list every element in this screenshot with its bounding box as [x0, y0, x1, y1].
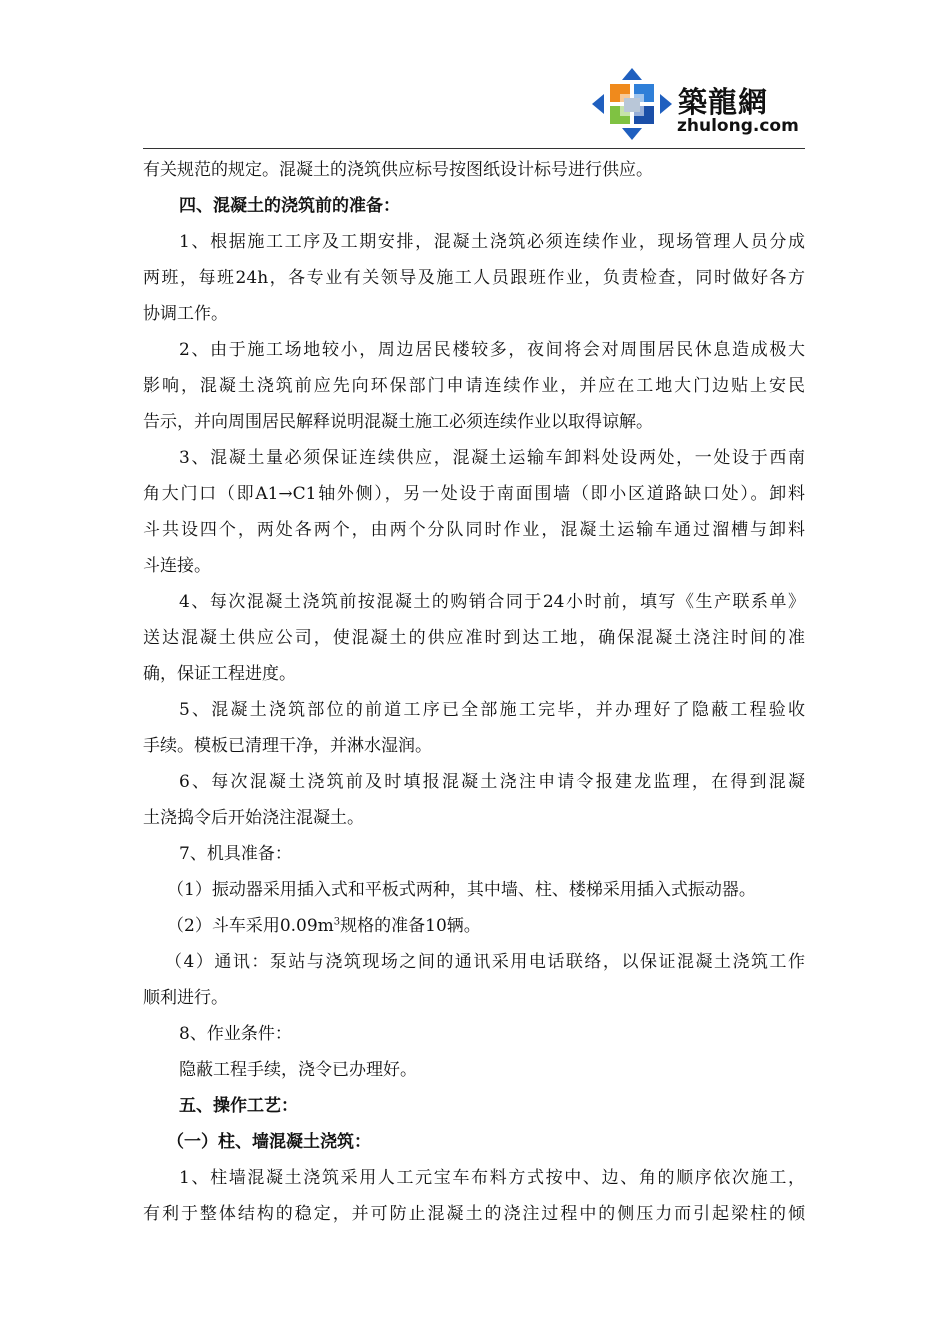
paragraph-line: 1、柱墙混凝土浇筑采用人工元宝车布料方式按中、边、角的顺序依次施工，	[179, 1168, 805, 1188]
list-item-text: （2）斗车采用0.09m	[167, 916, 334, 936]
paragraph-line: 送达混凝土供应公司，使混凝土的供应准时到达工地，确保混凝土浇注时间的准	[143, 628, 805, 648]
paragraph-line: 有利于整体结构的稳定，并可防止混凝土的浇注过程中的侧压力而引起梁柱的倾	[143, 1204, 805, 1224]
zhulong-logo	[590, 66, 815, 144]
cube-logo-icon	[590, 66, 674, 142]
paragraph-line: 4、每次混凝土浇筑前按混凝土的购销合同于24小时前，填写《生产联系单》	[179, 592, 805, 612]
paragraph-line: 两班，每班24h，各专业有关领导及施工人员跟班作业，负责检查，同时做好各方	[143, 268, 805, 288]
paragraph-line: 顺利进行。	[143, 988, 228, 1008]
paragraph-line: 隐蔽工程手续，浇令已办理好。	[179, 1060, 417, 1080]
logo-chinese-text: 築龍網	[678, 85, 769, 119]
paragraph-line: 协调工作。	[143, 304, 228, 324]
paragraph-line: 5、混凝土浇筑部位的前道工序已全部施工完毕，并办理好了隐蔽工程验收	[179, 700, 805, 720]
paragraph-line: 告示，并向周围居民解释说明混凝土施工必须连续作业以取得谅解。	[143, 412, 653, 432]
paragraph-line: 2、由于施工场地较小，周边居民楼较多，夜间将会对周围居民休息造成极大	[179, 340, 805, 360]
section-heading: 五、操作工艺：	[179, 1096, 298, 1116]
document-body	[143, 152, 805, 1232]
paragraph-line: 确，保证工程进度。	[143, 664, 296, 684]
paragraph-line: 手续。模板已清理干净，并淋水湿润。	[143, 736, 432, 756]
paragraph-line: 8、作业条件：	[179, 1024, 292, 1044]
paragraph-line: 有关规范的规定。混凝土的浇筑供应标号按图纸设计标号进行供应。	[143, 160, 653, 180]
paragraph-line: 角大门口（即A1→C1轴外侧），另一处设于南面围墙（即小区道路缺口处）。卸料	[143, 484, 805, 504]
paragraph-line: 斗连接。	[143, 556, 211, 576]
paragraph-line: 3、混凝土量必须保证连续供应，混凝土运输车卸料处设两处，一处设于西南	[179, 448, 805, 468]
logo-english-text: zhulong.com	[677, 116, 799, 136]
superscript: 3	[333, 916, 341, 928]
paragraph-line: 影响，混凝土浇筑前应先向环保部门申请连续作业，并应在工地大门边贴上安民	[143, 376, 805, 396]
paragraph-line: 7、机具准备：	[179, 844, 292, 864]
list-item: （1）振动器采用插入式和平板式两种，其中墙、柱、楼梯采用插入式振动器。	[167, 880, 756, 900]
paragraph-line: 斗共设四个，两处各两个，由两个分队同时作业，混凝土运输车通过溜槽与卸料	[143, 520, 805, 540]
paragraph-line: 土浇捣令后开始浇注混凝土。	[143, 808, 364, 828]
section-heading: 四、混凝土的浇筑前的准备：	[179, 196, 400, 216]
list-item-text: 规格的准备10辆。	[340, 916, 481, 936]
header-rule	[143, 148, 805, 149]
list-item: （4）通讯：泵站与浇筑现场之间的通讯采用电话联络，以保证混凝土浇筑工作	[165, 952, 805, 972]
paragraph-line: 6、每次混凝土浇筑前及时填报混凝土浇注申请令报建龙监理，在得到混凝	[179, 772, 805, 792]
paragraph-line: 1、根据施工工序及工期安排，混凝土浇筑必须连续作业，现场管理人员分成	[179, 232, 805, 252]
list-item	[143, 908, 805, 944]
subsection-heading: （一）柱、墙混凝土浇筑：	[167, 1132, 371, 1152]
